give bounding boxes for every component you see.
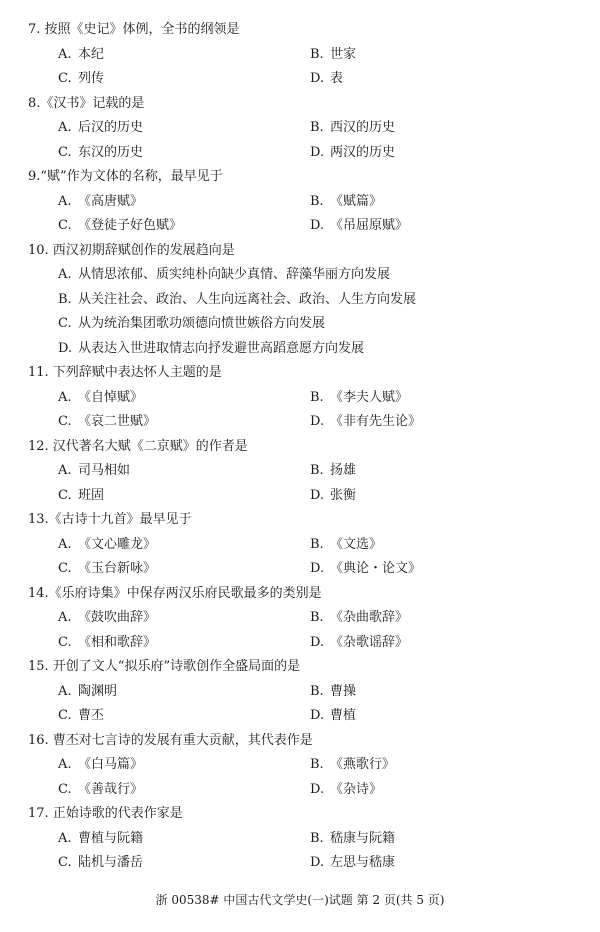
option-text: 《吊屈原赋》 [330, 218, 409, 233]
option-text: 表 [330, 71, 344, 86]
answer-option [58, 708, 104, 724]
option-label: D. [310, 708, 325, 723]
question-stem: 15. 开创了文人“拟乐府”诗歌创作全盛局面的是 [28, 659, 301, 674]
option-text: 《高唐赋》 [78, 193, 144, 209]
option-label: D. [310, 855, 325, 870]
answer-option [58, 831, 143, 847]
question-stem: 8.《汉书》记载的是 [28, 95, 145, 111]
option-label: D. [310, 144, 325, 160]
question-stem: 17. 正始诗歌的代表作家是 [28, 806, 183, 821]
answer-option [58, 463, 130, 479]
answer-option [58, 414, 156, 430]
option-text: 《杂歌谣辞》 [330, 634, 409, 650]
option-label: B. [310, 463, 324, 478]
option-label: D. [310, 487, 325, 503]
answer-option [58, 194, 143, 210]
option-label: B. [310, 536, 324, 552]
option-text: 从关注社会、政治、人生向远离社会、政治、人生方向发展 [78, 291, 417, 307]
option-label: B. [310, 610, 324, 625]
answer-option [310, 684, 356, 700]
option-label: A. [58, 610, 72, 625]
answer-option [58, 488, 104, 504]
question-stem: 10. 西汉初期辞赋创作的发展趋向是 [28, 242, 235, 258]
option-text: 《典论・论文》 [330, 561, 422, 576]
option-text: 两汉的历史 [330, 144, 396, 160]
option-label: C. [58, 855, 72, 870]
option-label: D. [310, 218, 325, 233]
option-text: 《鼓吹曲辞》 [78, 610, 157, 625]
option-text: 陆机与潘岳 [78, 855, 144, 870]
option-label: A. [58, 830, 72, 846]
option-text: 西汉的历史 [330, 120, 396, 135]
answer-option [58, 120, 143, 136]
answer-option [58, 47, 104, 63]
option-text: 曹植 [330, 708, 357, 723]
option-label: C. [58, 781, 72, 797]
answer-option [58, 782, 143, 798]
option-label: A. [58, 389, 72, 405]
option-text: 《玉台新咏》 [78, 561, 157, 576]
answer-option [310, 463, 356, 479]
option-label: C. [58, 634, 72, 650]
answer-option [310, 145, 395, 161]
option-text: 司马相如 [78, 463, 131, 478]
question-stem: 13.《古诗十九首》最早见于 [28, 512, 192, 527]
option-text: 《杂诗》 [330, 781, 383, 797]
option-text: 《自悼赋》 [78, 389, 144, 405]
option-label: D. [310, 561, 325, 576]
answer-option [58, 635, 156, 651]
option-text: 《相和歌辞》 [78, 634, 157, 650]
answer-option [310, 831, 395, 847]
question-stem: 11. 下列辞赋中表达怀人主题的是 [28, 365, 222, 380]
option-text: 《登徒子好色赋》 [78, 218, 183, 233]
option-text: 《赋篇》 [330, 193, 383, 209]
option-label: A. [58, 757, 72, 772]
option-text: 从为统治集团歌功颂德向愤世嫉俗方向发展 [78, 316, 326, 331]
option-label: C. [58, 708, 72, 723]
answer-option [310, 488, 356, 504]
question-stem: 7. 按照《史记》体例，全书的纲领是 [28, 22, 240, 37]
option-text: 曹植与阮籍 [78, 830, 144, 846]
option-text: 世家 [330, 46, 357, 62]
option-label: A. [58, 193, 72, 209]
option-label: C. [58, 316, 72, 331]
option-label: C. [58, 561, 72, 576]
answer-option [310, 537, 382, 553]
option-label: B. [310, 120, 324, 135]
question-stem: 16. 曹丕对七言诗的发展有重大贡献，其代表作是 [28, 732, 313, 748]
answer-option [58, 390, 143, 406]
option-label: D. [310, 71, 325, 86]
question-stem: 12. 汉代著名大赋《二京赋》的作者是 [28, 438, 248, 454]
answer-option [58, 537, 156, 553]
option-text: 《哀二世赋》 [78, 414, 157, 429]
answer-option [58, 855, 143, 871]
option-text: 扬雄 [330, 463, 357, 478]
option-label: A. [58, 463, 72, 478]
answer-option [310, 390, 408, 406]
answer-option [310, 708, 356, 724]
option-text: 曹丕 [78, 708, 105, 723]
answer-option [310, 782, 382, 798]
option-label: D. [310, 634, 325, 650]
answer-option [58, 267, 390, 283]
answer-option [58, 757, 143, 773]
option-text: 后汉的历史 [78, 120, 144, 135]
option-label: A. [58, 267, 72, 282]
option-label: A. [58, 120, 72, 135]
option-label: C. [58, 218, 72, 233]
answer-option [310, 71, 343, 87]
option-text: 曹操 [330, 683, 357, 699]
answer-option [58, 341, 364, 357]
answer-option [58, 71, 104, 87]
answer-option [310, 194, 382, 210]
answer-option [58, 684, 117, 700]
option-text: 《文选》 [330, 536, 383, 552]
option-text: 从情思浓郁、质实纯朴向缺少真情、辞藻华丽方向发展 [78, 267, 391, 282]
option-label: D. [310, 414, 325, 429]
option-text: 《李夫人赋》 [330, 389, 409, 405]
answer-option [310, 757, 395, 773]
answer-option [58, 316, 325, 332]
answer-option [58, 218, 182, 234]
answer-option [58, 292, 416, 308]
page-footer: 浙 00538# 中国古代文学史(一)试题 第 2 页(共 5 页) [155, 893, 445, 907]
option-text: 《非有先生论》 [330, 414, 422, 429]
option-label: C. [58, 71, 72, 86]
option-text: 《燕歌行》 [330, 757, 396, 772]
option-text: 《文心雕龙》 [78, 536, 157, 552]
option-label: A. [58, 536, 72, 552]
answer-option [310, 120, 395, 136]
option-text: 《杂曲歌辞》 [330, 610, 409, 625]
question-stem: 9.“赋”作为文体的名称，最早见于 [28, 169, 223, 184]
answer-option [58, 610, 156, 626]
option-text: 陶渊明 [78, 683, 118, 699]
answer-option [310, 635, 408, 651]
answer-option [310, 47, 356, 63]
question-stem: 14.《乐府诗集》中保存两汉乐府民歌最多的类别是 [28, 585, 322, 601]
option-label: C. [58, 414, 72, 429]
option-text: 班固 [78, 487, 105, 503]
answer-option [58, 561, 156, 577]
option-label: A. [58, 46, 72, 62]
option-text: 嵇康与阮籍 [330, 830, 396, 846]
answer-option [310, 855, 395, 871]
option-label: B. [310, 46, 324, 62]
option-label: B. [310, 193, 324, 209]
option-label: C. [58, 144, 72, 160]
option-text: 《白马篇》 [78, 757, 144, 772]
option-text: 张衡 [330, 487, 357, 503]
answer-option [58, 145, 143, 161]
option-text: 东汉的历史 [78, 144, 144, 160]
answer-option [310, 218, 408, 234]
option-label: B. [310, 757, 324, 772]
option-label: C. [58, 487, 72, 503]
option-text: 本纪 [78, 46, 105, 62]
option-label: B. [310, 683, 324, 699]
option-label: D. [310, 781, 325, 797]
option-label: B. [310, 389, 324, 405]
option-label: D. [58, 340, 73, 356]
option-label: B. [310, 830, 324, 846]
option-label: A. [58, 683, 72, 699]
option-text: 从表达入世进取情志向抒发避世高蹈意愿方向发展 [78, 340, 365, 356]
answer-option [310, 610, 408, 626]
option-text: 《善哉行》 [78, 781, 144, 797]
answer-option [310, 414, 421, 430]
option-text: 左思与嵇康 [330, 855, 396, 870]
option-text: 列传 [78, 71, 105, 86]
answer-option [310, 561, 421, 577]
option-label: B. [58, 291, 72, 307]
